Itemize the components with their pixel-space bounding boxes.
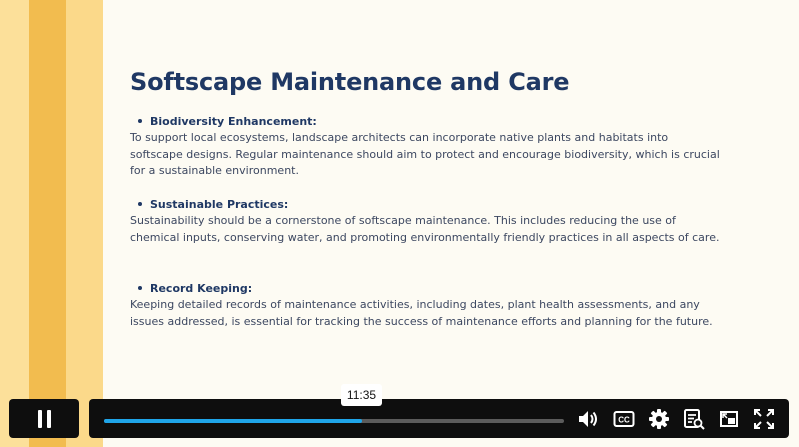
- section-body: Keeping detailed records of maintenance activities, including dates, plant health assessments, and any issues addressed, is essential for tracking the success of maintenance efforts and planning for the future.: [130, 298, 713, 328]
- fullscreen-button[interactable]: [753, 408, 775, 430]
- transcript-icon: [683, 408, 705, 430]
- volume-button[interactable]: [577, 408, 599, 430]
- section-heading: [130, 112, 720, 130]
- decor-stripe-mid: [66, 0, 103, 447]
- captions-button[interactable]: [613, 408, 635, 430]
- captions-icon: [613, 408, 635, 430]
- slide-content: [103, 0, 799, 447]
- section-biodiversity: [130, 112, 720, 180]
- volume-icon: [577, 408, 599, 430]
- pause-button[interactable]: [9, 399, 79, 438]
- seek-bar[interactable]: [104, 419, 564, 423]
- section-body: To support local ecosystems, landscape architects can incorporate native plants and habitats into softscape designs. Regular maintenance should aim to protect and encourage biodiversity, which is crucial for a sustainable environment.: [130, 131, 720, 178]
- seek-progress: [104, 419, 362, 423]
- section-heading-text: Biodiversity Enhancement:: [150, 114, 317, 128]
- player-controls: [0, 396, 799, 447]
- bullet-icon: [138, 286, 142, 290]
- control-bar: [89, 399, 789, 438]
- picture-in-picture-button[interactable]: [718, 408, 740, 430]
- bullet-icon: [138, 119, 142, 123]
- section-heading-text: Sustainable Practices:: [150, 197, 289, 211]
- section-record-keeping: [130, 279, 720, 330]
- section-heading: [130, 195, 720, 213]
- section-body: Sustainability should be a cornerstone of softscape maintenance. This includes reducing the use of chemical inputs, conserving water, and promoting environmentally friendly practices in all aspects of care.: [130, 214, 720, 244]
- decor-stripe-light: [0, 0, 29, 447]
- section-heading: [130, 279, 720, 297]
- section-heading-text: Record Keeping:: [150, 281, 253, 295]
- section-sustainable: [130, 195, 720, 246]
- pause-icon: [38, 410, 42, 428]
- fullscreen-icon: [753, 408, 775, 430]
- settings-icon: [648, 408, 670, 430]
- decor-stripe-dark: [29, 0, 66, 447]
- hover-time-tooltip: 11:35: [341, 384, 382, 406]
- svg-text:CC: CC: [618, 415, 630, 425]
- bullet-icon: [138, 202, 142, 206]
- slide-title: Softscape Maintenance and Care: [130, 68, 570, 96]
- transcript-button[interactable]: [683, 408, 705, 430]
- picture-in-picture-icon: [718, 408, 740, 430]
- settings-button[interactable]: [648, 408, 670, 430]
